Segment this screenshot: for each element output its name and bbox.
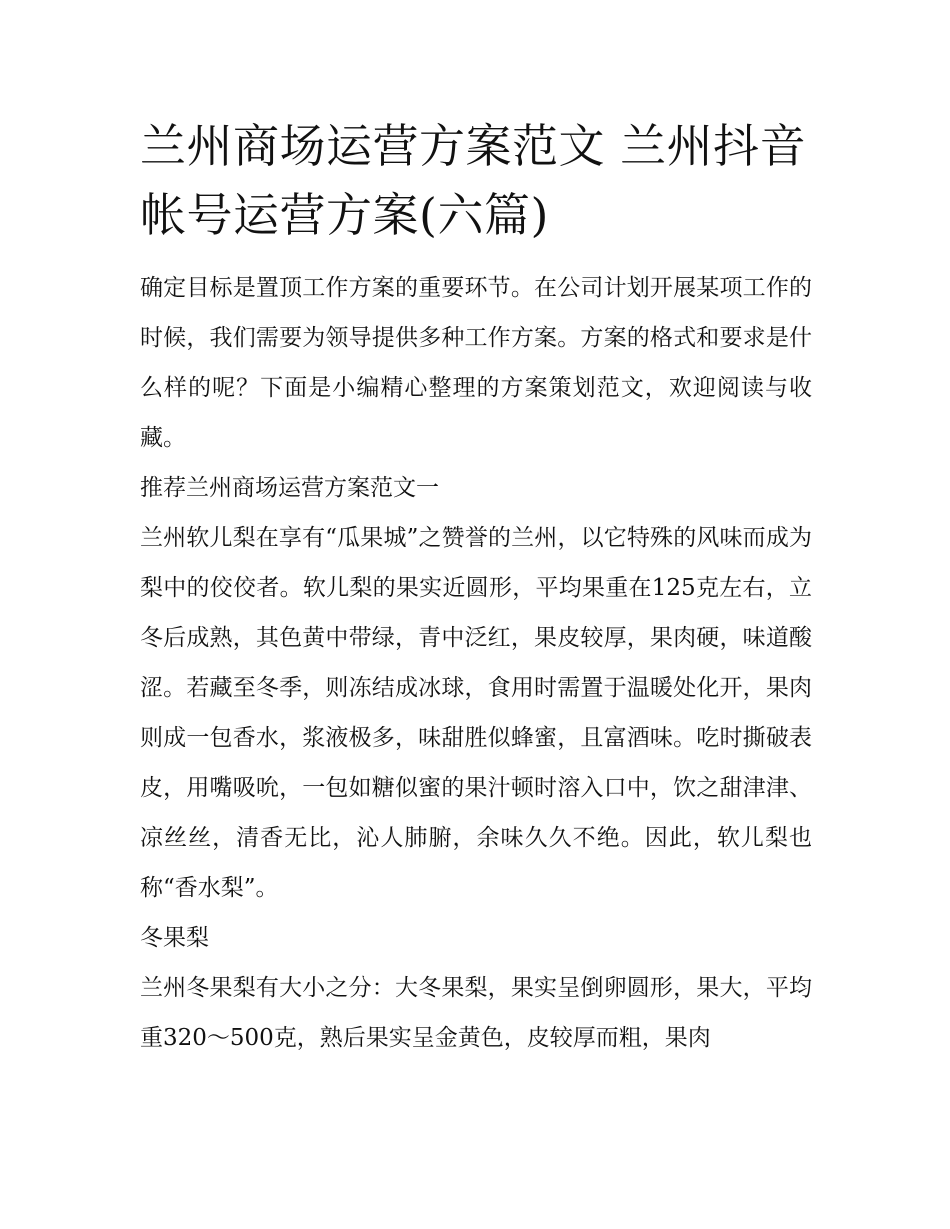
- document-title: 兰州商场运营方案范文 兰州抖音帐号运营方案(六篇): [140, 119, 807, 242]
- section-heading-2: 冬果梨: [140, 925, 209, 951]
- section-heading-1: 推荐兰州商场运营方案范文一: [140, 475, 439, 501]
- section-paragraph-1: 兰州软儿梨在享有“瓜果城”之赞誉的兰州，以它特殊的风味而成为梨中的佼佼者。软儿梨的果实近圆形，平均果重在125克左右，立冬后成熟，其色黄中带绿，青中泛红，果皮较厚，果肉硬，味道酸涩。若藏至冬季，则冻结成冰球，食用时需置于温暖处化开，果肉则成一包香水，浆液极多，味甜胜似蜂蜜，且富酒味。吃时撕破表皮，用嘴吸吮，一包如糖似蜜的果汁顿时溶入口中，饮之甜津津、凉丝丝，清香无比，沁人肺腑，余味久久不绝。因此，软儿梨也称“香水梨”。: [140, 525, 812, 901]
- section-paragraph-2: 兰州冬果梨有大小之分：大冬果梨，果实呈倒卵圆形，果大，平均重320～500克，熟后果实呈金黄色，皮较厚而粗，果肉: [140, 975, 812, 1051]
- intro-paragraph: 确定目标是置顶工作方案的重要环节。在公司计划开展某项工作的时候，我们需要为领导提供多种工作方案。方案的格式和要求是什么样的呢？下面是小编精心整理的方案策划范文，欢迎阅读与收藏。: [140, 275, 812, 451]
- document-body: [140, 112, 812, 1063]
